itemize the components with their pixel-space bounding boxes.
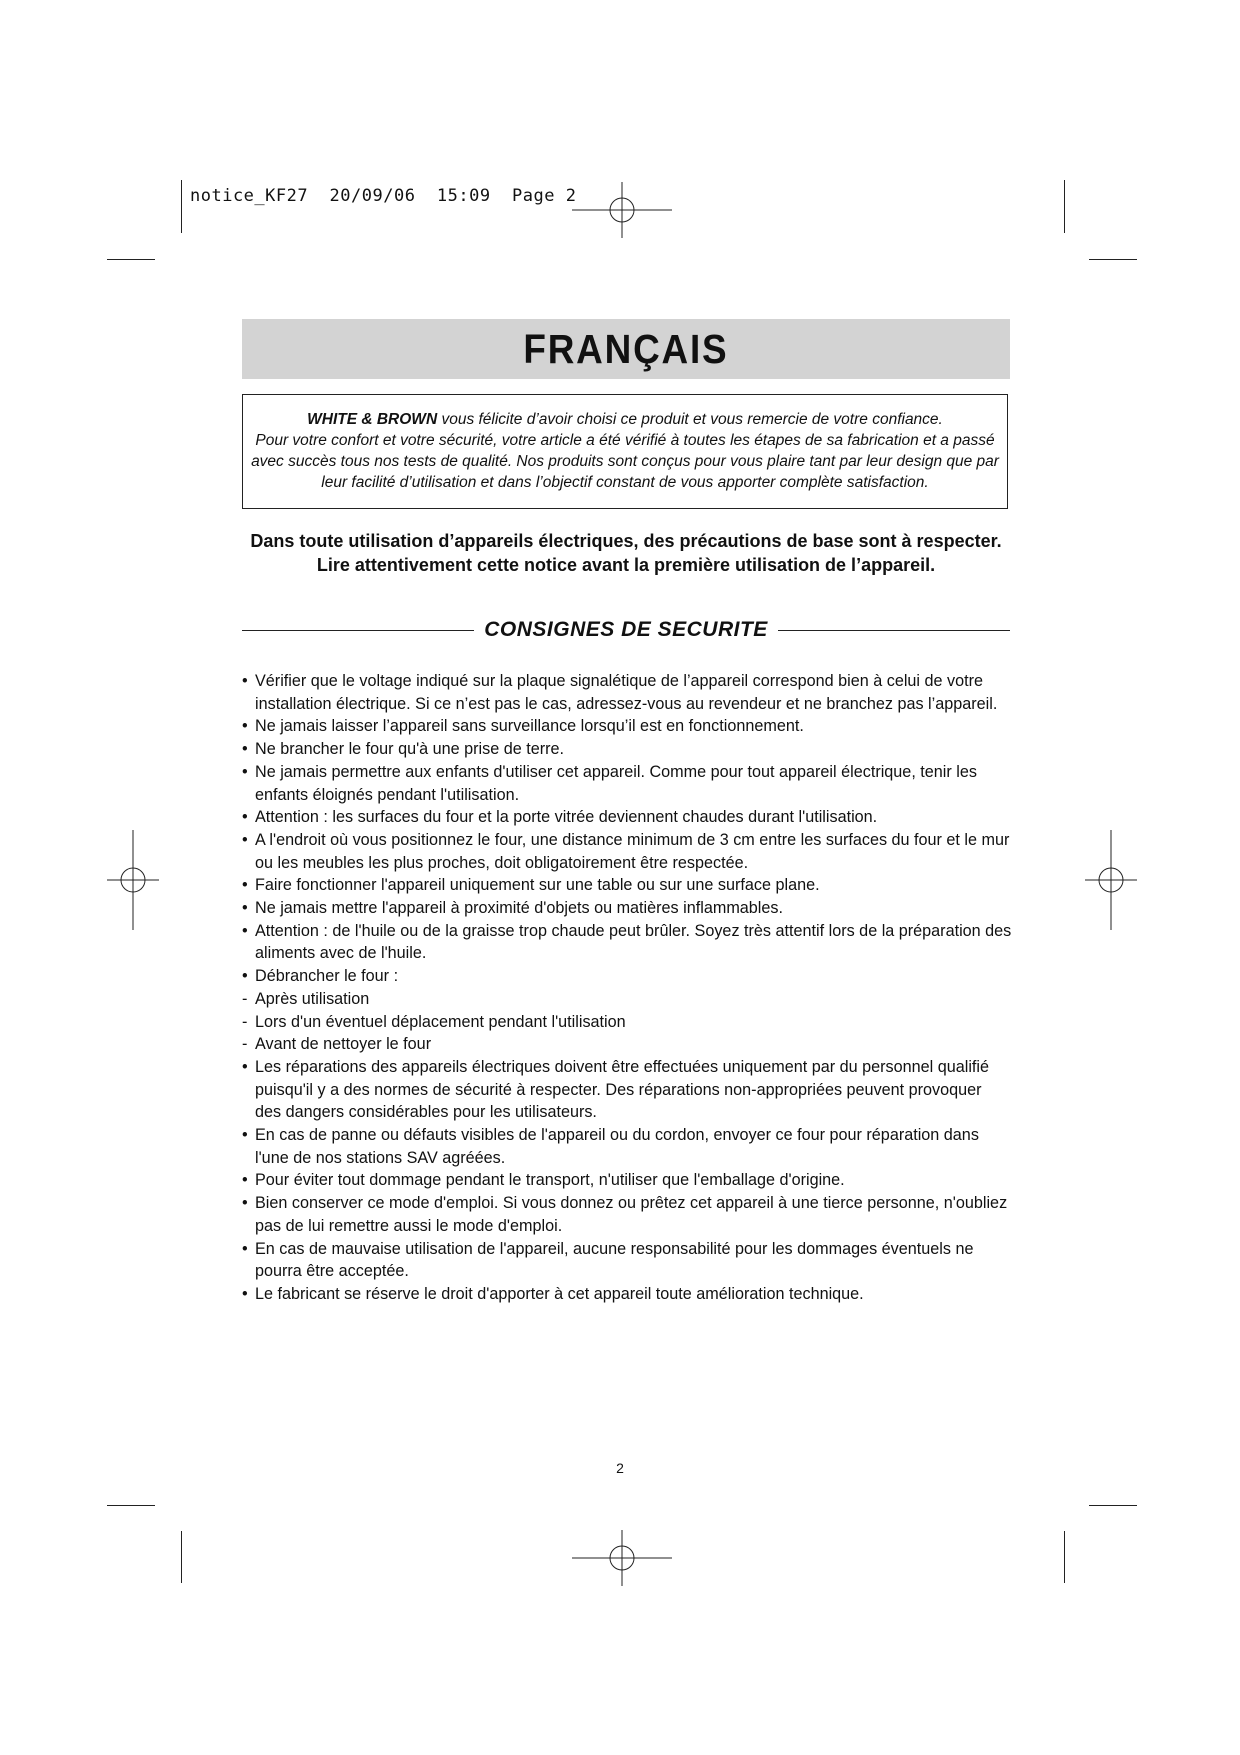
list-item-text: Après utilisation xyxy=(255,989,370,1008)
registration-mark-left-icon xyxy=(107,830,159,930)
bullet-marker: • xyxy=(242,762,248,781)
list-item-text: Ne jamais mettre l'appareil à proximité d'objets ou matières inflammables. xyxy=(255,899,783,918)
bullet-marker: • xyxy=(242,717,248,736)
bullet-marker: • xyxy=(242,1171,248,1190)
list-item xyxy=(242,670,1012,715)
list-item-text: Attention : de l'huile ou de la graisse trop chaude peut brûler. Soyez très attentif lors de la préparation des aliments avec de l'huile. xyxy=(255,921,1012,963)
page-title: FRANÇAIS xyxy=(523,325,729,372)
list-item xyxy=(242,965,1012,988)
list-item xyxy=(242,1056,1012,1124)
intro-line-1-text: vous félicite d’avoir choisi ce produit et vous remercie de votre confiance. xyxy=(437,411,943,428)
list-item xyxy=(242,874,1012,897)
bullet-marker: • xyxy=(242,830,248,849)
intro-line-2: Pour votre confort et votre sécurité, votre article a été vérifié à toutes les étapes de sa fabrication et a passé xyxy=(255,432,995,449)
bullet-marker: • xyxy=(242,1284,248,1303)
list-item-text: A l'endroit où vous positionnez le four, une distance minimum de 3 cm entre les surfaces du four et le mur ou les meubles les plus proches, doit obligatoirement être respectée. xyxy=(255,830,1010,872)
dash-marker: - xyxy=(242,1035,248,1054)
list-item-text: Faire fonctionner l'appareil uniquement sur une table ou sur une surface plane. xyxy=(255,876,820,895)
crop-mark xyxy=(1064,180,1065,233)
intro-box xyxy=(242,394,1008,509)
list-item xyxy=(242,1169,1012,1192)
list-item xyxy=(242,761,1012,806)
bullet-marker: • xyxy=(242,1057,248,1076)
list-item-text: Lors d'un éventuel déplacement pendant l'utilisation xyxy=(255,1012,626,1031)
bullet-marker: • xyxy=(242,899,248,918)
bullet-marker: • xyxy=(242,967,248,986)
list-item-text: Attention : les surfaces du four et la porte vitrée deviennent chaudes durant l'utilisation. xyxy=(255,808,878,827)
bullet-marker: • xyxy=(242,672,248,690)
list-item-text: Le fabricant se réserve le droit d'apporter à cet appareil toute amélioration technique. xyxy=(255,1284,864,1303)
registration-mark-bottom-icon xyxy=(572,1530,672,1586)
list-item-text: En cas de panne ou défauts visibles de l'appareil ou du cordon, envoyer ce four pour réparation dans l'une de nos stations SAV agréées. xyxy=(255,1126,979,1167)
crop-mark xyxy=(1064,1531,1065,1583)
bullet-marker: • xyxy=(242,1239,248,1258)
list-item-text: Ne brancher le four qu'à une prise de terre. xyxy=(255,740,565,759)
intro-line-4: leur facilité d’utilisation et dans l’objectif constant de vous apporter complète satisfaction. xyxy=(321,474,929,491)
intro-line-3: avec succès tous nos tests de qualité. Nos produits sont conçus pour vous plaire tant par leur design que par xyxy=(251,453,999,470)
bullet-marker: • xyxy=(242,1194,248,1213)
heading-rule-left xyxy=(242,630,474,631)
list-item xyxy=(242,829,1012,874)
print-slug-line: notice_KF27 20/09/06 15:09 Page 2 xyxy=(190,186,577,206)
list-item xyxy=(242,1283,1012,1306)
heading-rule-right xyxy=(778,630,1010,631)
list-item-text: Vérifier que le voltage indiqué sur la plaque signalétique de l’appareil correspond bien à celui de votre installation électrique. Si ce n’est pas le cas, adressez-vous au revendeur et ne branchez pas l’appareil. xyxy=(255,672,998,713)
bullet-marker: • xyxy=(242,921,248,940)
crop-mark xyxy=(1089,259,1137,260)
bullet-marker: • xyxy=(242,876,248,895)
list-item-text: Pour éviter tout dommage pendant le transport, n'utiliser que l'emballage d'origine. xyxy=(255,1171,845,1190)
warning-line-1: Dans toute utilisation d’appareils électriques, des précautions de base sont à respecter. xyxy=(250,531,1002,551)
section-title: CONSIGNES DE SECURITE xyxy=(484,618,768,641)
brand-name: WHITE & BROWN xyxy=(307,411,438,428)
bullet-marker: • xyxy=(242,740,248,759)
warning-line-2: Lire attentivement cette notice avant la première utilisation de l’appareil. xyxy=(316,555,936,575)
page-number: 2 xyxy=(616,1460,624,1476)
list-subitem xyxy=(242,988,1012,1011)
crop-mark xyxy=(1089,1505,1137,1506)
safety-instructions-list xyxy=(242,670,1012,1306)
list-item-text: Débrancher le four : xyxy=(255,967,399,986)
list-item xyxy=(242,897,1012,920)
list-item xyxy=(242,715,1012,738)
crop-mark xyxy=(107,1505,155,1506)
list-item xyxy=(242,1238,1012,1283)
list-item xyxy=(242,806,1012,829)
registration-mark-right-icon xyxy=(1085,830,1137,930)
crop-mark xyxy=(181,1531,182,1583)
dash-marker: - xyxy=(242,1012,248,1031)
list-item xyxy=(242,1124,1012,1169)
bullet-marker: • xyxy=(242,808,248,827)
bullet-marker: • xyxy=(242,1126,248,1145)
intro-line-1 xyxy=(249,409,1001,430)
list-item-text: Avant de nettoyer le four xyxy=(255,1035,432,1054)
list-item xyxy=(242,1192,1012,1237)
page-title-bar xyxy=(242,319,1010,379)
section-heading xyxy=(242,617,1010,643)
warning-notice xyxy=(242,529,1010,577)
crop-mark xyxy=(181,180,182,233)
dash-marker: - xyxy=(242,989,248,1008)
list-item-text: Les réparations des appareils électriques doivent être effectuées uniquement par du personnel qualifié puisqu'il y a des normes de sécurité à respecter. Des réparations non-appropriées peuvent provoquer des dangers considérables pour les utilisateurs. xyxy=(255,1057,990,1122)
list-subitem xyxy=(242,1011,1012,1034)
crop-mark xyxy=(107,259,155,260)
list-item-text: Ne jamais permettre aux enfants d'utiliser cet appareil. Comme pour tout appareil électrique, tenir les enfants éloignés pendant l'utilisation. xyxy=(255,762,977,804)
list-item xyxy=(242,920,1012,965)
list-item xyxy=(242,738,1012,761)
registration-mark-top-icon xyxy=(572,182,672,238)
list-item-text: En cas de mauvaise utilisation de l'appareil, aucune responsabilité pour les dommages éventuels ne pourra être acceptée. xyxy=(255,1239,974,1281)
list-subitem xyxy=(242,1033,1012,1056)
list-item-text: Bien conserver ce mode d'emploi. Si vous donnez ou prêtez cet appareil à une tierce personne, n'oubliez pas de lui remettre aussi le mode d'emploi. xyxy=(255,1194,1008,1235)
list-item-text: Ne jamais laisser l’appareil sans surveillance lorsqu’il est en fonctionnement. xyxy=(255,717,804,736)
